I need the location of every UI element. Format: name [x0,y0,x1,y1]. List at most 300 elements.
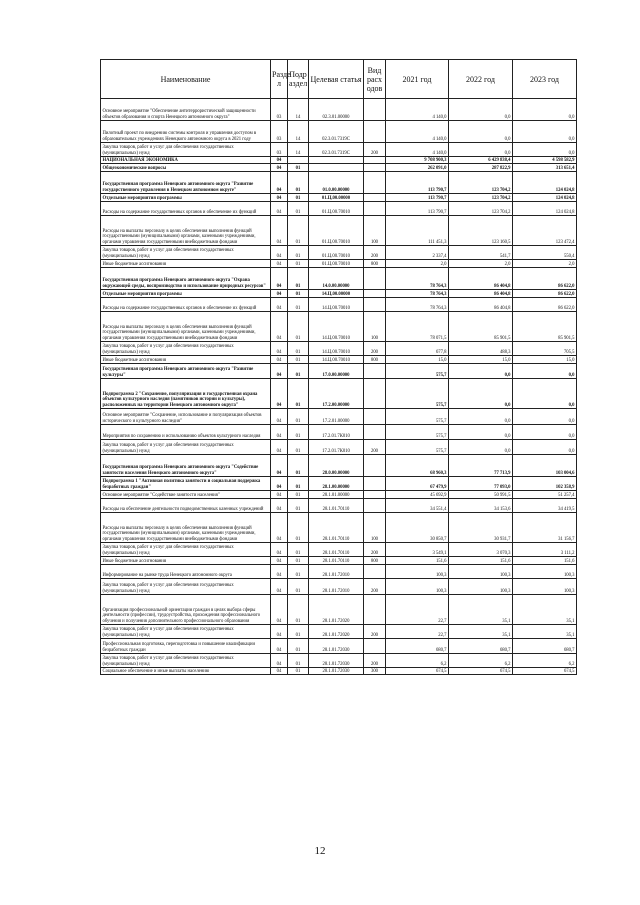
cell-section: 04 [271,246,288,260]
cell-2023: 151,6 [513,557,577,565]
cell-2023: 680,7 [513,639,577,654]
cell-name: Государственная программа Ненецкого автономного округа "Охрана окружающей среды, воспроизводство и использование природных ресурсов" [101,268,271,290]
cell-section: 04 [271,455,288,477]
cell-expense-kind [364,202,386,216]
cell-2021: 674,5 [386,668,449,675]
cell-target-article: 17.2.01.00000 [309,409,364,425]
cell-2022: 0,0 [449,379,513,409]
table-row [101,260,577,268]
cell-subsection: 01 [288,565,309,579]
cell-section: 04 [271,298,288,312]
cell-2023: 0,0 [513,409,577,425]
cell-2021: 575,7 [386,409,449,425]
cell-subsection: 01 [288,625,309,639]
cell-section: 03 [271,99,288,121]
cell-target-article: 28.0.00.00000 [309,455,364,477]
cell-expense-kind [364,595,386,625]
cell-2022: 50 991,5 [449,491,513,499]
cell-2023: 124 024,8 [513,172,577,194]
cell-2023: 35,1 [513,595,577,625]
table-row [101,290,577,298]
cell-expense-kind [364,99,386,121]
table-row [101,557,577,565]
cell-2022: 3 070,3 [449,543,513,557]
cell-2021: 113 790,7 [386,202,449,216]
cell-subsection: 01 [288,409,309,425]
cell-target-article: 02.3.01.00000 [309,99,364,121]
cell-subsection: 01 [288,364,309,379]
cell-name: Социальное обеспечение и иные выплаты населению [101,668,271,675]
table-row [101,409,577,425]
cell-subsection: 01 [288,194,309,202]
cell-subsection: 01 [288,298,309,312]
cell-2023: 31 156,7 [513,513,577,543]
cell-target-article: 02.3.01.7319С [309,121,364,143]
cell-2022: 151,6 [449,557,513,565]
table-row [101,425,577,440]
table-row [101,379,577,409]
cell-target-article: 14.Ц.00.70010 [309,298,364,312]
cell-section: 04 [271,513,288,543]
cell-section: 04 [271,499,288,513]
table-row [101,543,577,557]
cell-2022: 2,0 [449,260,513,268]
cell-section: 04 [271,543,288,557]
cell-target-article [309,164,364,172]
cell-2021: 575,7 [386,425,449,440]
cell-target-article: 01.0.00.00000 [309,172,364,194]
cell-2021: 30 850,7 [386,513,449,543]
cell-2023: 86 622,0 [513,298,577,312]
cell-2022: 0,0 [449,364,513,379]
cell-2021: 6,2 [386,654,449,668]
cell-name: Мероприятия по сохранению и использованию объектов культурного наследия [101,425,271,440]
cell-target-article: 28.1.01.72030 [309,654,364,668]
table-row [101,121,577,143]
cell-name: Закупка товаров, работ и услуг для обеспечения государственных (муниципальных) нужд [101,625,271,639]
header-year-2021: 2021 год [386,60,449,99]
cell-section: 04 [271,491,288,499]
cell-section: 04 [271,654,288,668]
cell-2022: 0,0 [449,143,513,157]
cell-2021: 9 708 900,3 [386,157,449,164]
cell-2023: 51 257,4 [513,491,577,499]
cell-2022: 86 404,8 [449,290,513,298]
cell-2023: 0,0 [513,425,577,440]
cell-2023: 103 004,6 [513,455,577,477]
cell-expense-kind [364,157,386,164]
cell-target-article: 14.0.00.00000 [309,268,364,290]
cell-subsection: 01 [288,202,309,216]
cell-target-article: 28.1.01.72030 [309,668,364,675]
cell-2022: 0,0 [449,409,513,425]
cell-2023: 2,0 [513,260,577,268]
cell-name: Расходы на содержание государственных органов и обеспечение их функций [101,202,271,216]
cell-name: Пилотный проект по внедрению системы контроля и управления доступом в образовательных учреждениях Ненецкого автономного округа в 2021 году [101,121,271,143]
cell-section: 04 [271,639,288,654]
cell-2023: 124 024,8 [513,202,577,216]
cell-2022: 0,0 [449,425,513,440]
cell-2022: 123 160,5 [449,216,513,246]
cell-section: 04 [271,216,288,246]
cell-2023: 124 024,8 [513,194,577,202]
cell-subsection: 01 [288,639,309,654]
cell-subsection: 01 [288,654,309,668]
cell-expense-kind [364,425,386,440]
cell-target-article: 28.1.01.72010 [309,579,364,595]
table-row [101,99,577,121]
cell-subsection: 01 [288,595,309,625]
table-row [101,246,577,260]
cell-2022: 86 404,8 [449,298,513,312]
cell-target-article: 01.Ц.00.00000 [309,194,364,202]
cell-subsection [288,157,309,164]
cell-expense-kind: 800 [364,356,386,364]
cell-name: Общеэкономические вопросы [101,164,271,172]
cell-subsection: 01 [288,312,309,342]
cell-2022: 0,0 [449,440,513,455]
cell-expense-kind [364,565,386,579]
cell-section: 04 [271,425,288,440]
cell-2021: 45 692,9 [386,491,449,499]
cell-2022: 123 704,2 [449,172,513,194]
cell-2023: 0,0 [513,364,577,379]
cell-2021: 3 549,1 [386,543,449,557]
table-row [101,639,577,654]
header-year-2022: 2022 год [449,60,513,99]
table-row [101,216,577,246]
cell-name: Основное мероприятие "Содействие занятости населения" [101,491,271,499]
cell-2022: 541,7 [449,246,513,260]
cell-name: Отдельные мероприятия программы [101,194,271,202]
cell-target-article [309,157,364,164]
cell-name: Расходы на выплаты персоналу в целях обеспечения выполнения функций государственными (муниципальными) органами, казенными учреждениями, органами управления государственными внебюджетными фондами [101,312,271,342]
cell-2021: 2 337,4 [386,246,449,260]
cell-2023: 3 111,2 [513,543,577,557]
cell-2021: 78 071,5 [386,312,449,342]
cell-2023: 0,0 [513,379,577,409]
cell-target-article: 28.1.01.70110 [309,543,364,557]
cell-2023: 0,0 [513,143,577,157]
cell-subsection: 01 [288,579,309,595]
cell-target-article: 28.1.01.70110 [309,557,364,565]
cell-name: Организация профессиональной ориентации граждан в целях выбора сферы деятельности (профессии), трудоустройства, прохождения профессионального обучения и получения дополнительного профессионального образования [101,595,271,625]
table-row [101,499,577,513]
cell-2021: 262 091,0 [386,164,449,172]
cell-subsection: 01 [288,246,309,260]
cell-name: Иные бюджетные ассигнования [101,557,271,565]
cell-target-article: 17.2.01.7К010 [309,440,364,455]
cell-target-article: 17.2.01.7К010 [309,425,364,440]
cell-2023: 4 598 582,9 [513,157,577,164]
cell-2022: 680,7 [449,639,513,654]
table-row [101,668,577,675]
cell-2021: 677,8 [386,342,449,356]
cell-section: 04 [271,668,288,675]
table-row [101,654,577,668]
cell-2023: 100,3 [513,565,577,579]
cell-expense-kind [364,499,386,513]
cell-2023: 86 622,0 [513,290,577,298]
cell-2021: 111 451,3 [386,216,449,246]
cell-2022: 123 704,2 [449,194,513,202]
cell-expense-kind: 200 [364,654,386,668]
cell-target-article: 01.Ц.00.70010 [309,216,364,246]
cell-subsection: 14 [288,143,309,157]
cell-name: Закупка товаров, работ и услуг для обеспечения государственных (муниципальных) нужд [101,440,271,455]
cell-section: 04 [271,557,288,565]
cell-target-article: 17.0.00.00000 [309,364,364,379]
cell-2021: 575,7 [386,440,449,455]
cell-name: Закупка товаров, работ и услуг для обеспечения государственных (муниципальных) нужд [101,143,271,157]
cell-subsection: 01 [288,425,309,440]
cell-subsection: 01 [288,440,309,455]
table-row [101,513,577,543]
page-number: 12 [314,845,326,857]
cell-2021: 15,0 [386,356,449,364]
cell-target-article: 28.1.01.72010 [309,565,364,579]
cell-2022: 6,2 [449,654,513,668]
cell-section: 04 [271,477,288,491]
cell-expense-kind: 800 [364,260,386,268]
cell-section: 04 [271,194,288,202]
cell-name: НАЦИОНАЛЬНАЯ ЭКОНОМИКА [101,157,271,164]
cell-section: 04 [271,379,288,409]
cell-2021: 78 764,3 [386,290,449,298]
cell-section: 04 [271,290,288,298]
table-row [101,356,577,364]
cell-2022: 674,5 [449,668,513,675]
cell-target-article: 02.3.01.7319С [309,143,364,157]
cell-subsection: 14 [288,99,309,121]
cell-name: Расходы на выплаты персоналу в целях обеспечения выполнения функций государственными (муниципальными) органами, казенными учреждениями, органами управления государственными внебюджетными фондами [101,216,271,246]
cell-name: Закупка товаров, работ и услуг для обеспечения государственных (муниципальных) нужд [101,543,271,557]
table-row [101,440,577,455]
cell-2023: 674,5 [513,668,577,675]
cell-name: Основное мероприятие "Сохранение, использование и популяризация объектов исторического и культурного наследия" [101,409,271,425]
cell-target-article: 17.2.00.00000 [309,379,364,409]
cell-section: 04 [271,565,288,579]
cell-2023: 15,0 [513,356,577,364]
table-row [101,364,577,379]
cell-2022: 0,0 [449,99,513,121]
cell-target-article: 01.Ц.00.70010 [309,260,364,268]
header-subsection: Подр аздел [288,60,309,99]
cell-2022: 77 713,9 [449,455,513,477]
cell-expense-kind [364,298,386,312]
cell-expense-kind [364,639,386,654]
cell-section: 04 [271,164,288,172]
cell-2021: 151,6 [386,557,449,565]
table-row [101,312,577,342]
cell-name: Информирование на рынке труда Ненецкого автономного округа [101,565,271,579]
cell-subsection: 14 [288,121,309,143]
cell-2021: 4 140,0 [386,121,449,143]
cell-subsection: 01 [288,379,309,409]
cell-2021: 2,0 [386,260,449,268]
cell-section: 04 [271,172,288,194]
cell-2023: 0,0 [513,99,577,121]
cell-expense-kind: 200 [364,246,386,260]
cell-2023: 705,5 [513,342,577,356]
cell-name: Расходы на содержание государственных органов и обеспечение их функций [101,298,271,312]
cell-section: 04 [271,202,288,216]
cell-section: 04 [271,579,288,595]
cell-2022: 30 931,7 [449,513,513,543]
cell-name: Закупка товаров, работ и услуг для обеспечения государственных (муниципальных) нужд [101,342,271,356]
cell-subsection: 01 [288,557,309,565]
cell-subsection: 01 [288,513,309,543]
cell-2021: 680,7 [386,639,449,654]
cell-name: Профессиональная подготовка, переподготовка и повышение квалификации безработных граждан [101,639,271,654]
cell-section: 04 [271,595,288,625]
cell-expense-kind: 800 [364,557,386,565]
cell-target-article: 28.1.01.72020 [309,595,364,625]
cell-target-article: 14.Ц.00.70010 [309,342,364,356]
cell-target-article: 28.1.01.70110 [309,499,364,513]
cell-2021: 22,7 [386,595,449,625]
cell-2021: 67 479,9 [386,477,449,491]
budget-table [100,59,577,675]
cell-name: Расходы на выплаты персоналу в целях обеспечения выполнения функций государственными (муниципальными) органами, казенными учреждениями, органами управления государственными внебюджетными фондами [101,513,271,543]
cell-2021: 4 140,0 [386,99,449,121]
cell-2022: 123 704,2 [449,202,513,216]
cell-2023: 6,2 [513,654,577,668]
cell-subsection: 01 [288,342,309,356]
cell-target-article: 28.1.00.00000 [309,477,364,491]
cell-2021: 100,3 [386,565,449,579]
cell-name: Государственная программа Ненецкого автономного округа "Содействие занятости населения Ненецкого автономного округа" [101,455,271,477]
cell-subsection: 01 [288,455,309,477]
header-section: Разде л [271,60,288,99]
cell-subsection: 01 [288,216,309,246]
cell-expense-kind [364,455,386,477]
cell-2022: 100,3 [449,579,513,595]
cell-2021: 113 790,7 [386,194,449,202]
cell-2022: 100,3 [449,565,513,579]
cell-section: 04 [271,342,288,356]
cell-expense-kind: 200 [364,543,386,557]
cell-target-article: 01.Ц.00.70010 [309,202,364,216]
cell-2022: 86 404,8 [449,268,513,290]
cell-target-article: 01.Ц.00.70010 [309,246,364,260]
cell-2022: 35,1 [449,595,513,625]
cell-2023: 34 419,5 [513,499,577,513]
table-row [101,157,577,164]
cell-2021: 22,7 [386,625,449,639]
cell-2022: 488,3 [449,342,513,356]
cell-section: 04 [271,268,288,290]
cell-section: 04 [271,356,288,364]
cell-section: 04 [271,260,288,268]
table-row [101,194,577,202]
cell-expense-kind [364,364,386,379]
cell-section: 04 [271,409,288,425]
cell-expense-kind [364,379,386,409]
cell-2022: 287 822,9 [449,164,513,172]
table-row [101,579,577,595]
cell-2022: 0,0 [449,121,513,143]
cell-2022: 15,0 [449,356,513,364]
cell-2023: 100,3 [513,579,577,595]
cell-name: Закупка товаров, работ и услуг для обеспечения государственных (муниципальных) нужд [101,579,271,595]
cell-subsection: 01 [288,499,309,513]
cell-subsection: 01 [288,543,309,557]
cell-2021: 113 790,7 [386,172,449,194]
cell-subsection: 01 [288,668,309,675]
cell-name: Закупка товаров, работ и услуг для обеспечения государственных (муниципальных) нужд [101,654,271,668]
table-row [101,565,577,579]
cell-target-article: 28.1.01.00000 [309,491,364,499]
cell-expense-kind: 100 [364,513,386,543]
cell-2022: 85 901,5 [449,312,513,342]
cell-expense-kind [364,194,386,202]
cell-section: 04 [271,364,288,379]
cell-target-article: 28.1.01.72020 [309,625,364,639]
cell-expense-kind [364,477,386,491]
cell-2021: 68 960,3 [386,455,449,477]
cell-target-article: 28.1.01.70110 [309,513,364,543]
cell-name: Иные бюджетные ассигнования [101,260,271,268]
cell-2023: 0,0 [513,440,577,455]
cell-expense-kind [364,491,386,499]
table-row [101,455,577,477]
cell-name: Подпрограмма 2 "Сохранение, популяризация и государственная охрана объектов культурного наследия (памятников истории и культуры), расположенных на территории Ненецкого автономного округа" [101,379,271,409]
cell-expense-kind: 100 [364,216,386,246]
cell-section: 04 [271,312,288,342]
cell-name: Закупка товаров, работ и услуг для обеспечения государственных (муниципальных) нужд [101,246,271,260]
cell-expense-kind: 200 [364,342,386,356]
header-year-2023: 2023 год [513,60,577,99]
cell-2021: 78 764,3 [386,298,449,312]
table-row [101,625,577,639]
cell-name: Государственная программа Ненецкого автономного округа "Развитие государственного управления в Ненецком автономном округе" [101,172,271,194]
cell-expense-kind: 100 [364,312,386,342]
cell-2021: 575,7 [386,364,449,379]
cell-subsection: 01 [288,491,309,499]
table-row [101,298,577,312]
table-row [101,202,577,216]
table-body [101,99,577,675]
cell-subsection: 01 [288,164,309,172]
cell-subsection: 01 [288,356,309,364]
cell-name: Основное мероприятие "Обеспечение антитеррористической защищенности объектов образования и спорта Ненецкого автономного округа" [101,99,271,121]
cell-expense-kind [364,121,386,143]
cell-2021: 575,7 [386,379,449,409]
cell-2023: 102 358,9 [513,477,577,491]
cell-target-article: 28.1.01.72030 [309,639,364,654]
cell-2021: 100,3 [386,579,449,595]
cell-section: 04 [271,157,288,164]
cell-expense-kind: 300 [364,668,386,675]
table-row [101,268,577,290]
cell-target-article: 14.Ц.00.00000 [309,290,364,298]
cell-expense-kind: 200 [364,440,386,455]
table-row [101,477,577,491]
cell-target-article: 14.Ц.00.70010 [309,312,364,342]
table-row [101,143,577,157]
cell-2023: 550,4 [513,246,577,260]
table-row [101,342,577,356]
cell-section: 04 [271,440,288,455]
cell-2021: 34 551,4 [386,499,449,513]
cell-2023: 313 651,4 [513,164,577,172]
cell-name: Иные бюджетные ассигнования [101,356,271,364]
cell-2023: 86 622,0 [513,268,577,290]
cell-section: 03 [271,143,288,157]
table-row [101,164,577,172]
cell-2022: 77 093,0 [449,477,513,491]
